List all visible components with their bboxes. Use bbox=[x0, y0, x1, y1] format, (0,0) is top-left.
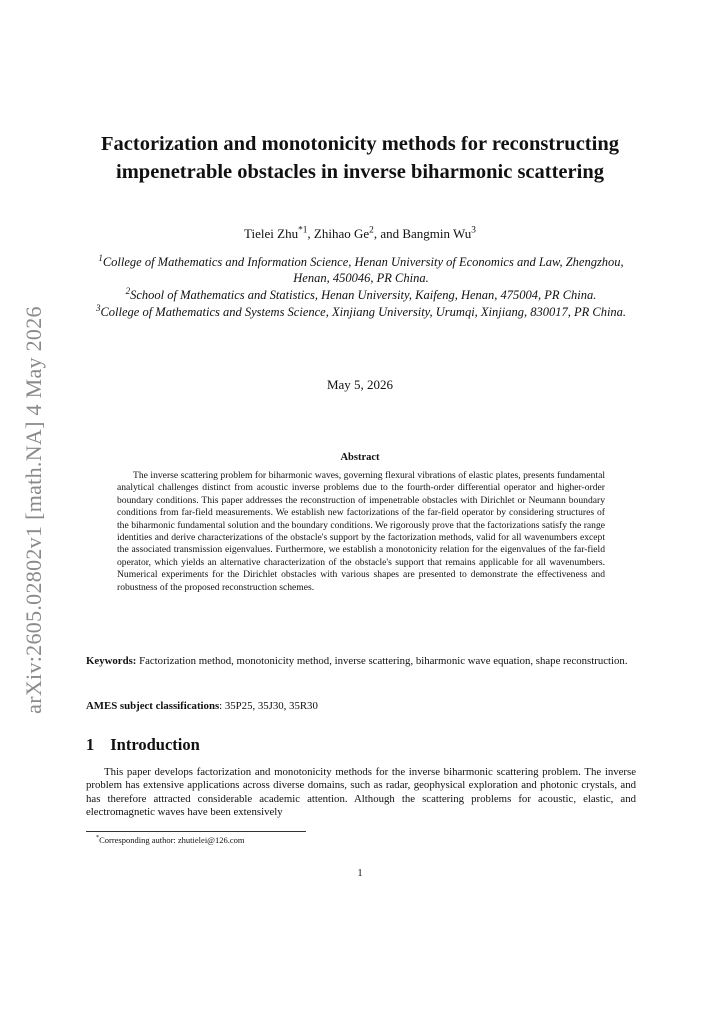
section-heading bbox=[86, 735, 200, 755]
author-separator: , and bbox=[373, 226, 403, 241]
abstract-body: The inverse scattering problem for biharmonic waves, governing flexural vibrations of elastic plates, presents fundamental analytical challenges distinct from acoustic inverse problems due to the fourth-order differential operator and higher-order boundary conditions. This paper addresses the reconstruction of impenetrable obstacles with Dirichlet or Neumann boundary conditions from far-field measurements. We establish new factorizations of the far-field operator by considering structures of the biharmonic fundamental solution and the boundary conditions. We rigorously prove that the factorizations satisfy the range identities and derive characterizations of the obstacle's support by the factorization methods, valid for all wavenumbers except the associated transmission eigenvalues. Furthermore, we establish a monotonicity relation for the eigenvalues of the far-field operator, which yields an alternative characterization of the obstacle's support that remains applicable for all wavenumbers. Numerical experiments for the Dirichlet obstacles with various shapes are presented to demonstrate the effectiveness and robustness of the proposed reconstruction schemes. bbox=[117, 470, 605, 593]
keywords-label: Keywords: bbox=[86, 655, 137, 667]
page-number: 1 bbox=[357, 868, 363, 879]
introduction-paragraph: This paper develops factorization and monotonicity methods for the inverse biharmonic scattering problem. The inverse problem has extensive applications across diverse domains, such as radar, geophysical exploration and photonic crystals, and has therefore attracted considerable academic attention. Although the scattering problems for acoustic, elastic, and electromagnetic waves have been extensively bbox=[86, 766, 636, 819]
affiliation-text: College of Mathematics and Systems Science, Xinjiang University, Urumqi, Xinjiang, 830017, PR China. bbox=[100, 305, 627, 319]
affiliation-mark: 2 bbox=[125, 285, 131, 296]
author-affiliation-mark: *1 bbox=[298, 225, 308, 236]
footnote-rule bbox=[86, 831, 306, 832]
abstract-heading: Abstract bbox=[340, 452, 380, 463]
author-name: Zhihao Ge bbox=[313, 226, 370, 241]
section-number: 1 bbox=[86, 735, 95, 754]
affiliation bbox=[86, 287, 636, 303]
affiliation-text: School of Mathematics and Statistics, Henan University, Kaifeng, Henan, 475004, PR China. bbox=[130, 288, 597, 302]
keywords-text: Factorization method, monotonicity method, inverse scattering, biharmonic wave equation, shape reconstruction. bbox=[139, 655, 628, 667]
affiliation-mark: 3 bbox=[95, 302, 101, 313]
affiliation-mark: 1 bbox=[98, 252, 103, 263]
subject-classifications bbox=[86, 700, 636, 712]
author-affiliation-mark: 2 bbox=[369, 225, 374, 236]
author-name: Bangmin Wu bbox=[402, 226, 472, 241]
ames-label: AMES subject classifications bbox=[86, 700, 220, 712]
author-name: Tielei Zhu bbox=[244, 226, 299, 241]
affiliation bbox=[86, 254, 636, 286]
footnote-mark: * bbox=[96, 835, 100, 842]
arxiv-identifier-stamp: arXiv:2605.02802v1 [math.NA] 4 May 2026 bbox=[21, 306, 46, 714]
section-title: Introduction bbox=[110, 735, 200, 754]
affiliation-list bbox=[86, 254, 636, 321]
affiliation bbox=[86, 304, 636, 320]
keywords bbox=[86, 654, 636, 668]
ames-text: : 35P25, 35J30, 35R30 bbox=[219, 700, 318, 712]
footnote-text: Corresponding author: zhutielei@126.com bbox=[99, 835, 245, 845]
footnote bbox=[96, 835, 245, 845]
affiliation-text: College of Mathematics and Information Science, Henan University of Economics and Law, Zhengzhou, Henan, 450046, PR China. bbox=[102, 255, 624, 285]
author-separator: , bbox=[307, 226, 314, 241]
author-list bbox=[95, 226, 625, 242]
publication-date: May 5, 2026 bbox=[326, 377, 394, 392]
paper-title: Factorization and monotonicity methods for reconstructing impenetrable obstacles in inverse biharmonic scattering bbox=[101, 133, 619, 183]
author-affiliation-mark: 3 bbox=[471, 225, 476, 236]
